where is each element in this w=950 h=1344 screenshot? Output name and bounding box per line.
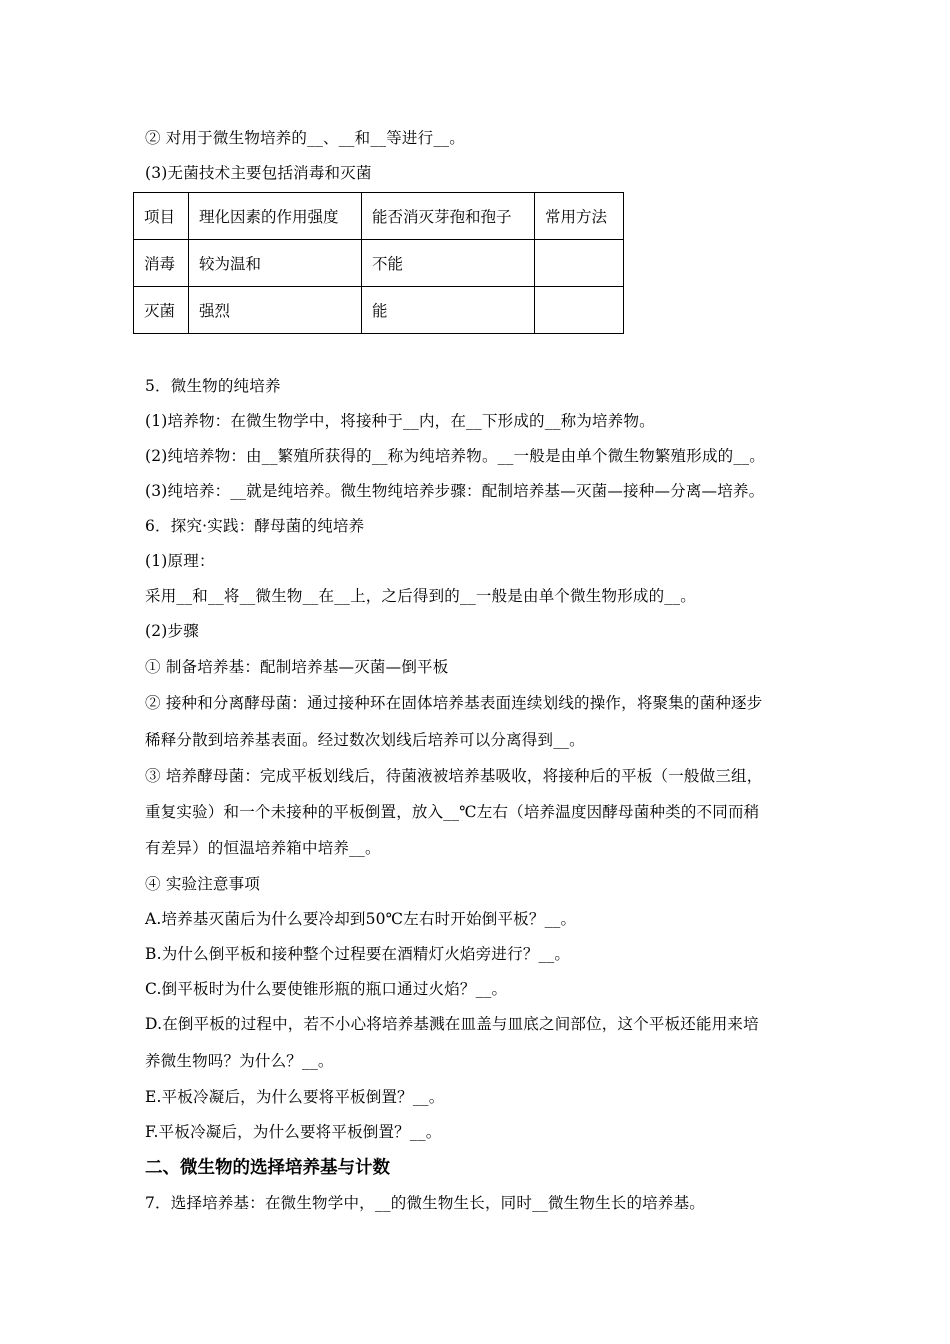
text-line: F.平板冷凝后，为什么要将平板倒置？__。 — [145, 1123, 442, 1141]
table-header-cell: 常用方法 — [535, 193, 624, 240]
text-line: (1)原理： — [145, 552, 215, 570]
table-header-row — [134, 193, 624, 240]
text-line: 5．微生物的纯培养 — [145, 377, 281, 395]
table-header-cell: 项目 — [134, 193, 189, 240]
table-row — [134, 240, 624, 287]
text-line: ② 对用于微生物培养的__、__和__等进行__。 — [145, 129, 465, 147]
text-line: (2)步骤 — [145, 622, 199, 640]
text-line: E.平板冷凝后，为什么要将平板倒置？__。 — [145, 1088, 445, 1106]
text-line: ③ 培养酵母菌：完成平板划线后，待菌液被培养基吸收，将接种后的平板（一般做三组， — [145, 767, 763, 785]
table-header-cell: 能否消灭芽孢和孢子 — [362, 193, 535, 240]
table-row — [134, 287, 624, 334]
table-cell — [535, 240, 624, 287]
table-cell: 灭菌 — [134, 287, 189, 334]
table-header-cell: 理化因素的作用强度 — [189, 193, 362, 240]
table-cell — [535, 287, 624, 334]
table-cell: 能 — [362, 287, 535, 334]
text-line: 6．探究·实践：酵母菌的纯培养 — [145, 517, 365, 535]
text-line: ④ 实验注意事项 — [145, 875, 261, 893]
text-line: 有差异）的恒温培养箱中培养__。 — [145, 839, 381, 857]
text-line: 采用__和__将__微生物__在__上，之后得到的__一般是由单个微生物形成的__。 — [145, 587, 696, 605]
text-line: 养微生物吗？为什么？__。 — [145, 1052, 334, 1070]
text-line: ① 制备培养基：配制培养基—灭菌—倒平板 — [145, 658, 449, 676]
table-cell: 强烈 — [189, 287, 362, 334]
text-line: 稀释分散到培养基表面。经过数次划线后培养可以分离得到__。 — [145, 731, 585, 749]
text-line: ② 接种和分离酵母菌：通过接种环在固体培养基表面连续划线的操作，将聚集的菌种逐步 — [145, 694, 763, 712]
text-line: 重复实验）和一个未接种的平板倒置，放入__℃左右（培养温度因酵母菌种类的不同而稍 — [145, 803, 760, 821]
text-line: (3)纯培养：__就是纯培养。微生物纯培养步骤：配制培养基—灭菌—接种—分离—培养。 — [145, 482, 765, 500]
table-cell: 不能 — [362, 240, 535, 287]
table-cell: 消毒 — [134, 240, 189, 287]
text-line: C.倒平板时为什么要使锥形瓶的瓶口通过火焰？__。 — [145, 980, 508, 998]
text-line: (3)无菌技术主要包括消毒和灭菌 — [145, 164, 372, 182]
text-line: D.在倒平板的过程中，若不小心将培养基溅在皿盖与皿底之间部位，这个平板还能用来培 — [145, 1015, 759, 1033]
section-heading: 二、微生物的选择培养基与计数 — [145, 1158, 390, 1178]
table-cell: 较为温和 — [189, 240, 362, 287]
text-line: 7．选择培养基：在微生物学中，__的微生物生长，同时__微生物生长的培养基。 — [145, 1194, 705, 1212]
sterilization-table — [133, 192, 624, 334]
text-line: (2)纯培养物：由__繁殖所获得的__称为纯培养物。__一般是由单个微生物繁殖形成的__。 — [145, 447, 765, 465]
text-line: B.为什么倒平板和接种整个过程要在酒精灯火焰旁进行？__。 — [145, 945, 571, 963]
text-line: A.培养基灭菌后为什么要冷却到50℃左右时开始倒平板？__。 — [145, 910, 577, 928]
text-line: (1)培养物：在微生物学中，将接种于__内，在__下形成的__称为培养物。 — [145, 412, 655, 430]
